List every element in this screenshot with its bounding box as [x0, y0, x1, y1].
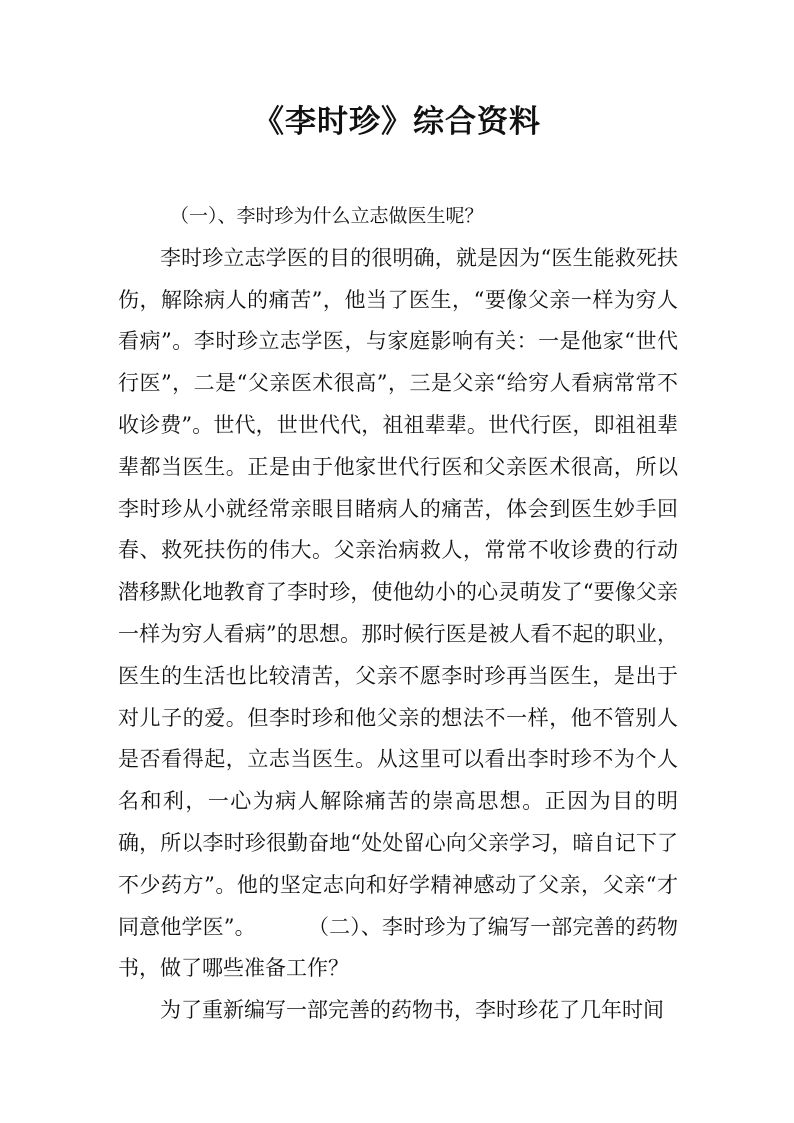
- document-title: 《李时珍》综合资料: [253, 104, 541, 140]
- paragraph-1-text: 李时珍立志学医的目的很明确，就是因为“医生能救死扶伤，解除病人的痛苦”，他当了医生，“要像父亲一样为穷人看病”。李时珍立志学医，与家庭影响有关：一是他家“世代行医”，二是“父亲医术很高”，三是父亲“给穷人看病常常不收诊费”。世代，世世代代，祖祖辈辈。世代行医，即祖祖辈辈都当医生。正是由于他家世代行医和父亲医术很高，所以李时珍从小就经常亲眼目睹病人的痛苦，体会到医生妙手回春、救死扶伤的伟大。父亲治病救人，常常不收诊费的行动潜移默化地教育了李时珍，使他幼小的心灵萌发了“要像父亲一样为穷人看病”的思想。那时候行医是被人看不起的职业，医生的生活也比较清苦，父亲不愿李时珍再当医生，是出于对儿子的爱。但李时珍和他父亲的想法不一样，他不管别人是否看得起，立志当医生。从这里可以看出李时珍不为个人名和利，一心为病人解除痛苦的崇高思想。正因为目的明确，所以李时珍很勤奋地“处处留心向父亲学习，暗自记下了不少药方”。他的坚定志向和好学精神感动了父亲，父亲“才同意他学医”。: [118, 245, 678, 939]
- paragraph-2: 为了重新编写一部完善的药物书，李时珍花了几年时间: [160, 998, 664, 1023]
- paragraph-1: [118, 238, 678, 990]
- section-2-heading: （二）、李时珍为了编写一部完善的药物书，做了哪些准备工作？: [118, 914, 678, 981]
- document-body: [118, 196, 678, 1032]
- section-1-heading: （一）、李时珍为什么立志做医生呢？: [170, 205, 484, 227]
